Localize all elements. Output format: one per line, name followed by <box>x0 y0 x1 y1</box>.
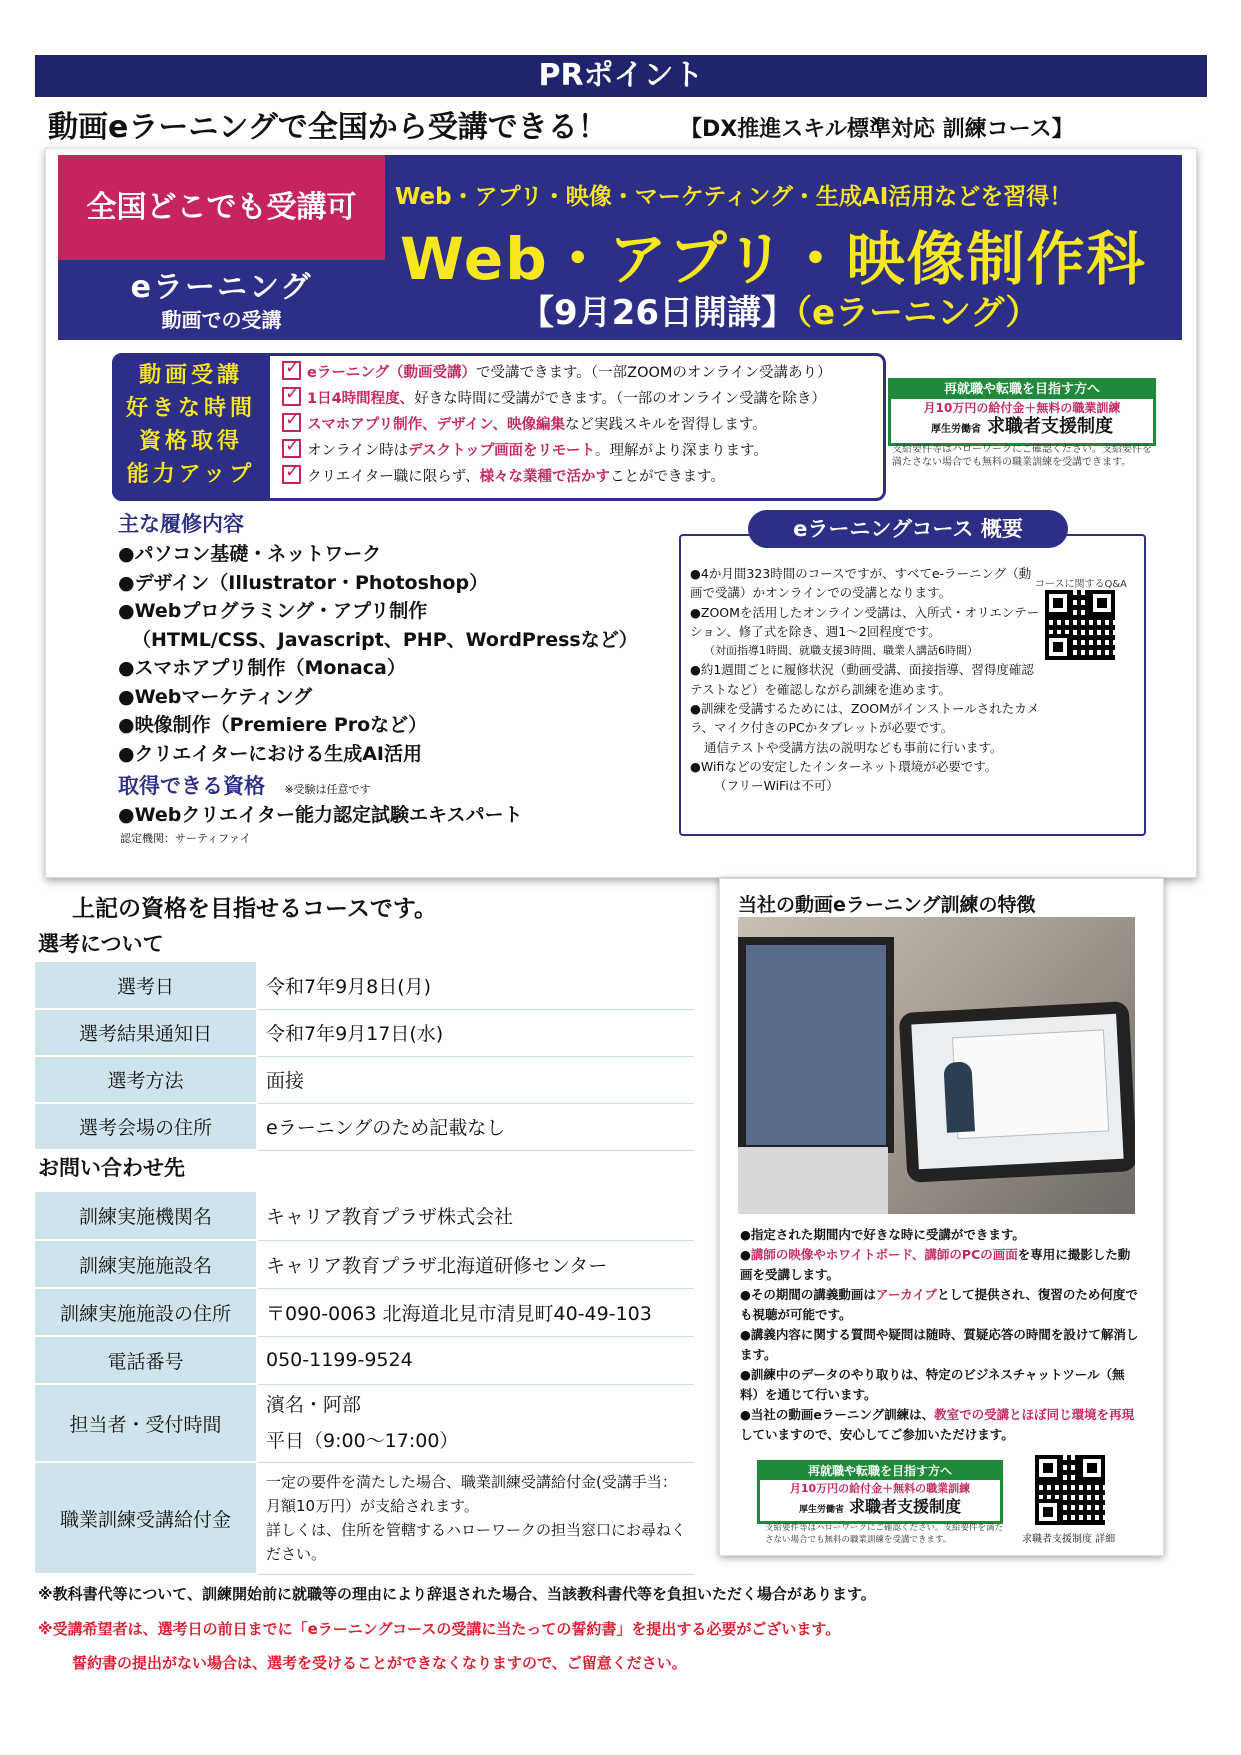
support-note-2: 支給要件等はハローワークにご確認ください。支給要件を満たさない場合でも無料の職業訓練を受講できます。 <box>765 1523 1004 1545</box>
tablet-image <box>899 1001 1135 1183</box>
feature-item <box>282 360 872 386</box>
overview-paragraph: ●Wifiなどの安定したインターネット環境が必要です。 <box>690 758 998 774</box>
support-line1: 再就職や転職を目指す方へ <box>760 1463 1000 1480</box>
footer-note-warning: 誓約書の提出がない場合は、選考を受けることができなくなりますので、ご留意ください。 <box>72 1654 687 1672</box>
feature-item <box>282 386 872 412</box>
table-value <box>257 1384 694 1462</box>
course-date-text: 【9月26日開講】 <box>520 293 795 333</box>
checkbox-icon <box>282 439 301 458</box>
curriculum-title: 主な履修内容 <box>118 512 244 536</box>
curriculum-item: ●映像制作（Premiere Proなど） <box>118 714 428 736</box>
feature-text: 好きな時間に受講ができます。（一部のオンライン受講を除き） <box>414 391 826 407</box>
curriculum-item: ●スマホアプリ制作（Monaca） <box>118 657 406 679</box>
support-line1: 再就職や転職を目指す方へ <box>891 381 1153 399</box>
table-row <box>35 1056 694 1103</box>
overview-paragraph: ●訓練を受講するためには、ZOOMがインストールされたカメラ、マイク付きのPCかタブレットが必要です。 <box>690 701 1040 736</box>
table-value: 令和7年9月17日(水) <box>257 1009 694 1056</box>
support-system-name: 求職者支援制度 <box>987 416 1113 437</box>
feature-text: 。理解がより深まります。 <box>594 443 768 459</box>
banner-elearning-small: 動画での受講 <box>161 308 282 332</box>
table-row <box>35 1240 694 1288</box>
qualification-item: ●Webクリエイター能力認定試験エキスパート <box>118 804 523 826</box>
banner-subtitle: Web・アプリ・映像・マーケティング・生成AI活用などを習得！ <box>395 184 1073 210</box>
keyboard-image <box>738 1147 888 1214</box>
curriculum-item: ●Webプログラミング・アプリ制作 <box>118 600 428 622</box>
table-key: 選考結果通知日 <box>35 1009 257 1056</box>
support-ministry: 厚生労働省 <box>931 424 981 435</box>
table-row <box>35 1192 694 1240</box>
table-row <box>35 962 694 1009</box>
table-key: 選考方法 <box>35 1056 257 1103</box>
banner-elearning-big: eラーニング <box>130 270 313 305</box>
support-system <box>760 1497 1000 1520</box>
feature-highlight: デスクトップ画面をリモート <box>408 443 595 459</box>
support-system-badge <box>888 378 1156 446</box>
footer-note-pledge: ※受講希望者は、選考日の前日までに「eラーニングコースの受講に当たっての誓約書」を提出する必要がございます。 <box>38 1620 841 1638</box>
course-date-suffix: （eラーニング） <box>794 293 1040 333</box>
checkbox-icon <box>282 413 301 432</box>
feature-text: など実践スキルを習得します。 <box>564 417 767 433</box>
checkbox-icon <box>282 465 301 484</box>
table-key: 訓練実施施設名 <box>35 1240 257 1288</box>
table-row <box>35 1462 694 1574</box>
features-labels <box>112 353 270 501</box>
feature-pre: オンライン時は <box>307 443 409 459</box>
feature-label: 能力アップ <box>126 462 256 487</box>
curriculum-item: ●デザイン（Illustrator・Photoshop） <box>118 571 489 594</box>
table-key: 選考会場の住所 <box>35 1103 257 1150</box>
banner-nationwide: 全国どこでも受講可 <box>58 155 385 260</box>
feature-text: ことができます。 <box>610 469 725 485</box>
table-key: 電話番号 <box>35 1336 257 1384</box>
list-item: ●訓練中のデータのやり取りは、特定のビジネスチャットツール（無料）を通じて行います。 <box>740 1367 1125 1402</box>
photo-card-title: 当社の動画eラーニング訓練の特徴 <box>738 894 1036 916</box>
curriculum-item: （HTML/CSS、Javascript、PHP、WordPressなど） <box>132 628 638 651</box>
list-item: ●当社の動画eラーニング訓練は、教室での受講とほぼ同じ環境を再現していますので、安心してご参加いただけます。 <box>740 1407 1135 1442</box>
features-list <box>282 360 872 490</box>
feature-label: 資格取得 <box>138 429 243 454</box>
headline: 動画eラーニングで全国から受講できる！ <box>48 110 608 145</box>
checkbox-icon <box>282 387 301 406</box>
pr-header: PRポイント <box>35 55 1207 97</box>
table-value: 令和7年9月8日(月) <box>257 962 694 1009</box>
support-note: 支給要件等はハローワークにご確認ください。支給要件を満たさない場合でも無料の職業訓練を受講できます。 <box>892 444 1152 468</box>
overview-tag: eラーニングコース 概要 <box>748 510 1068 548</box>
table-key: 職業訓練受講給付金 <box>35 1462 257 1574</box>
feature-label: 好きな時間 <box>125 396 256 421</box>
support-line2: 月10万円の給付金＋無料の職業訓練 <box>789 1482 971 1495</box>
contact-table <box>35 1192 694 1575</box>
table-key: 選考日 <box>35 962 257 1009</box>
selection-table <box>35 962 694 1151</box>
benefit-text: 詳しくは、住所を管轄するハローワークの担当窓口にお尋ねください。 <box>266 1521 687 1563</box>
curriculum-list <box>118 540 638 768</box>
list-item: ●指定された期間内で好きな時に受講ができます。 <box>740 1227 1025 1242</box>
aim-title: 上記の資格を目指せるコースです。 <box>72 896 438 922</box>
feature-highlight: eラーニング（動画受講） <box>307 365 477 381</box>
table-row <box>35 1336 694 1384</box>
table-row <box>35 1288 694 1336</box>
table-value: キャリア教育プラザ北海道研修センター <box>257 1240 694 1288</box>
table-value: 〒090-0063 北海道北見市清見町40-49-103 <box>257 1288 694 1336</box>
feature-highlight: 様々な業種で活かす <box>479 469 611 485</box>
contact-person: 濱名・阿部 <box>266 1394 362 1416</box>
headline-sub: 【DX推進スキル標準対応 訓練コース】 <box>680 117 1074 142</box>
course-date <box>520 285 1039 334</box>
support-system-badge-2 <box>757 1460 1003 1524</box>
overview-paragraph: （対面指導1時間、就職支援3時間、職業人講話6時間） <box>704 644 978 658</box>
overview-paragraph: ●約1週間ごとに履修状況（動画受講、面接指導、習得度確認テストなど）を確認しながら訓練を進めます。 <box>690 662 1034 697</box>
support-qr-label: 求職者支援制度 詳細 <box>1022 1534 1116 1545</box>
support-qr-code-icon[interactable] <box>1035 1455 1105 1525</box>
curriculum-item: ●パソコン基礎・ネットワーク <box>118 543 382 565</box>
checkbox-icon <box>282 361 301 380</box>
qualification-title-text: 取得できる資格 <box>118 774 265 798</box>
feature-highlight: スマホアプリ制作、デザイン、映像編集 <box>307 417 565 433</box>
laptop-image <box>738 937 894 1153</box>
feature-item <box>282 438 872 464</box>
table-value: 面接 <box>257 1056 694 1103</box>
overview-paragraph: （フリーWiFiは不可） <box>714 778 839 794</box>
footer-note-textbook: ※教科書代等について、訓練開始前に就職等の理由により辞退された場合、当該教科書代等を負担いただく場合があります。 <box>38 1585 876 1603</box>
overview-paragraph: ●ZOOMを活用したオンライン受講は、入所式・オリエンテーション、修了式を除き、週1～2回程度です。 <box>690 604 1040 639</box>
overview-paragraph: ●4か月間323時間のコースですが、すべてe-ラーニング（動画で受講）かオンラインでの受講となります。 <box>690 566 1032 601</box>
benefit-text: 一定の要件を満たした場合、職業訓練受講給付金(受講手当：月額10万円）が支給されます。 <box>266 1473 677 1515</box>
feature-item <box>282 412 872 438</box>
list-item: ●講義内容に関する質問や疑問は随時、質疑応答の時間を設けて解消します。 <box>740 1327 1139 1362</box>
feature-text: で受講できます。（一部ZOOMのオンライン受講あり） <box>476 365 832 381</box>
qa-qr-code-icon[interactable] <box>1045 590 1115 660</box>
curriculum-item: ●Webマーケティング <box>118 685 313 708</box>
overview-paragraph: 通信テストや受講方法の説明なども事前に行います。 <box>704 739 1003 755</box>
list-item: ●講師の映像やホワイトボード、講師のPCの画面を専用に撮影した動画を受講します。 <box>740 1247 1131 1282</box>
support-ministry: 厚生労働省 <box>798 1505 844 1515</box>
elearning-photo <box>738 917 1135 1214</box>
feature-highlight: 1日4時間程度、 <box>307 391 415 407</box>
table-value: キャリア教育プラザ株式会社 <box>257 1192 694 1240</box>
contact-label: お問い合わせ先 <box>38 1156 185 1180</box>
qualification-note: ※受験は任意です <box>284 783 371 796</box>
support-system <box>891 417 1153 440</box>
support-system-name: 求職者支援制度 <box>849 1497 962 1516</box>
banner-elearning <box>58 262 385 340</box>
table-row <box>35 1103 694 1150</box>
selection-label: 選考について <box>38 932 164 956</box>
table-row <box>35 1384 694 1462</box>
qa-qr-label: コースに関するQ&A <box>1035 579 1128 590</box>
overview-text <box>690 564 1040 796</box>
feature-item <box>282 464 872 490</box>
list-item: ●その期間の講義動画はアーカイブとして提供され、復習のため何度でも視聴が可能です。 <box>740 1287 1138 1322</box>
photo-card-list <box>740 1225 1140 1445</box>
phone-number[interactable]: 050-1199-9524 <box>257 1336 694 1384</box>
feature-pre: クリエイター職に限らず、 <box>307 469 480 485</box>
table-value: eラーニングのため記載なし <box>257 1103 694 1150</box>
reception-hours: 平日（9:00～17:00） <box>266 1430 459 1452</box>
qualification-title <box>118 770 371 800</box>
table-row <box>35 1009 694 1056</box>
qualification-org: 認定機関：サーティファイ <box>120 832 251 845</box>
table-key: 担当者・受付時間 <box>35 1384 257 1462</box>
course-title: Web・アプリ・映像制作科 <box>400 225 1147 293</box>
feature-label: 動画受講 <box>138 363 243 388</box>
table-value <box>257 1462 694 1574</box>
curriculum-item: ●クリエイターにおける生成AI活用 <box>118 742 422 765</box>
table-key: 訓練実施施設の住所 <box>35 1288 257 1336</box>
support-line2: 月10万円の給付金＋無料の職業訓練 <box>923 401 1121 415</box>
table-key: 訓練実施機関名 <box>35 1192 257 1240</box>
